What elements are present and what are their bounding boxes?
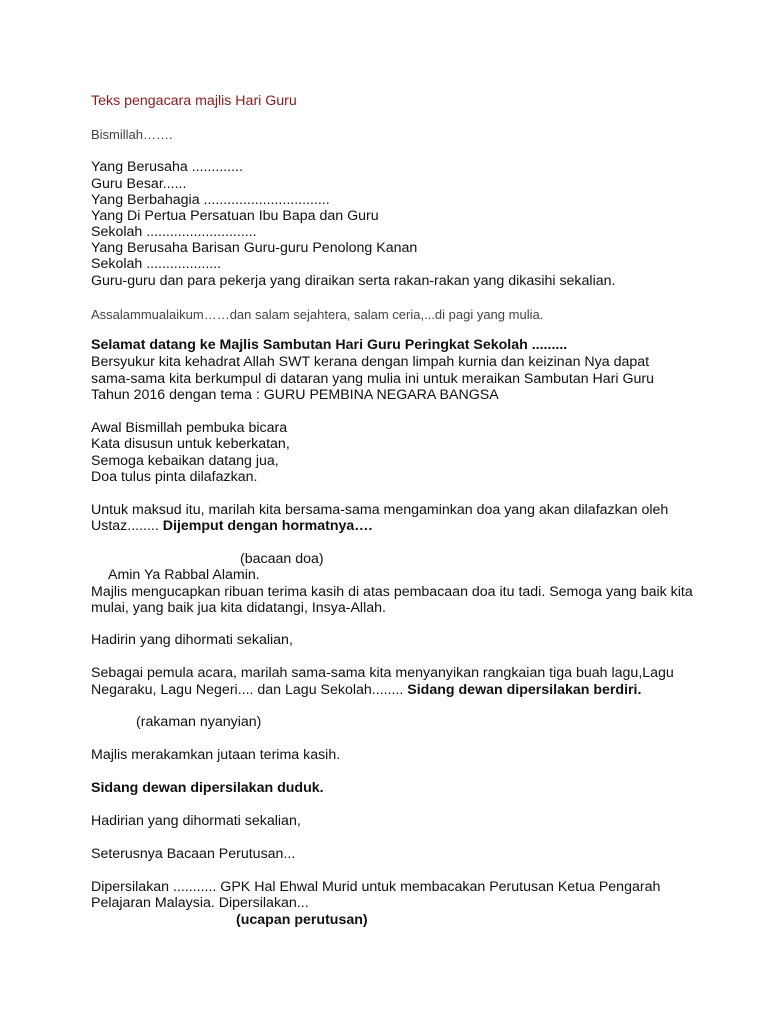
- salutation-line: Yang Di Pertua Persatuan Ibu Bapa dan Guru: [91, 208, 379, 224]
- songs-line: [91, 682, 641, 699]
- doa-intro-line: [91, 518, 372, 535]
- welcome-line: Bersyukur kita kehadrat Allah SWT kerana dengan limpah kurnia dan keizinan Nya dapat: [91, 354, 650, 370]
- salutation-line: Sekolah ...................: [91, 256, 222, 272]
- bacaan-doa-cue: (bacaan doa): [240, 551, 324, 567]
- salutation-line: Guru Besar......: [91, 176, 187, 192]
- document-title: Teks pengacara majlis Hari Guru: [91, 93, 297, 109]
- seterusnya-line: Seterusnya Bacaan Perutusan...: [91, 846, 296, 862]
- songs-text: Negaraku, Lagu Negeri.... dan Lagu Sekolah........: [91, 682, 408, 698]
- salutation-line: Yang Berusaha .............: [91, 159, 243, 175]
- salutation-line: Sekolah ............................: [91, 224, 257, 240]
- salutation-line: Yang Berusaha Barisan Guru-guru Penolong Kanan: [91, 240, 418, 256]
- welcome-heading: Selamat datang ke Majlis Sambutan Hari Guru Peringkat Sekolah .........: [91, 337, 568, 353]
- ucapan-cue: (ucapan perutusan): [236, 912, 368, 928]
- greeting-line: Assalammualaikum……dan salam sejahtera, salam ceria,...di pagi yang mulia.: [91, 307, 544, 322]
- poem-line: Doa tulus pinta dilafazkan.: [91, 469, 258, 485]
- thanks-line: Majlis mengucapkan ribuan terima kasih di atas pembacaan doa itu tadi. Semoga yang baik kita: [91, 584, 693, 600]
- jutaan-line: Majlis merakamkan jutaan terima kasih.: [91, 747, 341, 763]
- welcome-line: sama-sama kita berkumpul di dataran yang mulia ini untuk meraikan Sambutan Hari Guru: [91, 371, 655, 387]
- invitation-text: Dijemput dengan hormatnya….: [162, 518, 373, 534]
- songs-line: Sebagai pemula acara, marilah sama-sama kita menyanyikan rangkaian tiga buah lagu,Lagu: [91, 665, 674, 681]
- welcome-line: Tahun 2016 dengan tema : GURU PEMBINA NEGARA BANGSA: [91, 387, 499, 403]
- amin-line: Amin Ya Rabbal Alamin.: [108, 567, 260, 583]
- stand-instruction: Sidang dewan dipersilakan berdiri.: [407, 682, 642, 698]
- salutation-line: Yang Berbahagia ................................: [91, 192, 330, 208]
- bismillah-line: Bismillah…….: [91, 127, 173, 142]
- salutation-line: Guru-guru dan para pekerja yang diraikan serta rakan-rakan yang dikasihi sekalian.: [91, 273, 616, 289]
- poem-line: Awal Bismillah pembuka bicara: [91, 420, 288, 436]
- poem-line: Kata disusun untuk keberkatan,: [91, 436, 290, 452]
- poem-line: Semoga kebaikan datang jua,: [91, 453, 279, 469]
- doa-intro-text: Ustaz........: [91, 518, 163, 534]
- thanks-line: mulai, yang baik jua kita didatangi, Insya-Allah.: [91, 600, 386, 616]
- dipersilakan-line: Dipersilakan ........... GPK Hal Ehwal Murid untuk membacakan Perutusan Ketua Pengarah: [91, 879, 661, 895]
- hadirin-line: Hadirian yang dihormati sekalian,: [91, 813, 301, 829]
- hadirin-line: Hadirin yang dihormati sekalian,: [91, 632, 293, 648]
- sit-instruction: Sidang dewan dipersilakan duduk.: [91, 780, 324, 796]
- dipersilakan-line: Pelajaran Malaysia. Dipersilakan...: [91, 895, 309, 911]
- rakaman-cue: (rakaman nyanyian): [136, 714, 262, 730]
- doa-intro-line: Untuk maksud itu, marilah kita bersama-sama mengaminkan doa yang akan dilafazkan oleh: [91, 502, 669, 518]
